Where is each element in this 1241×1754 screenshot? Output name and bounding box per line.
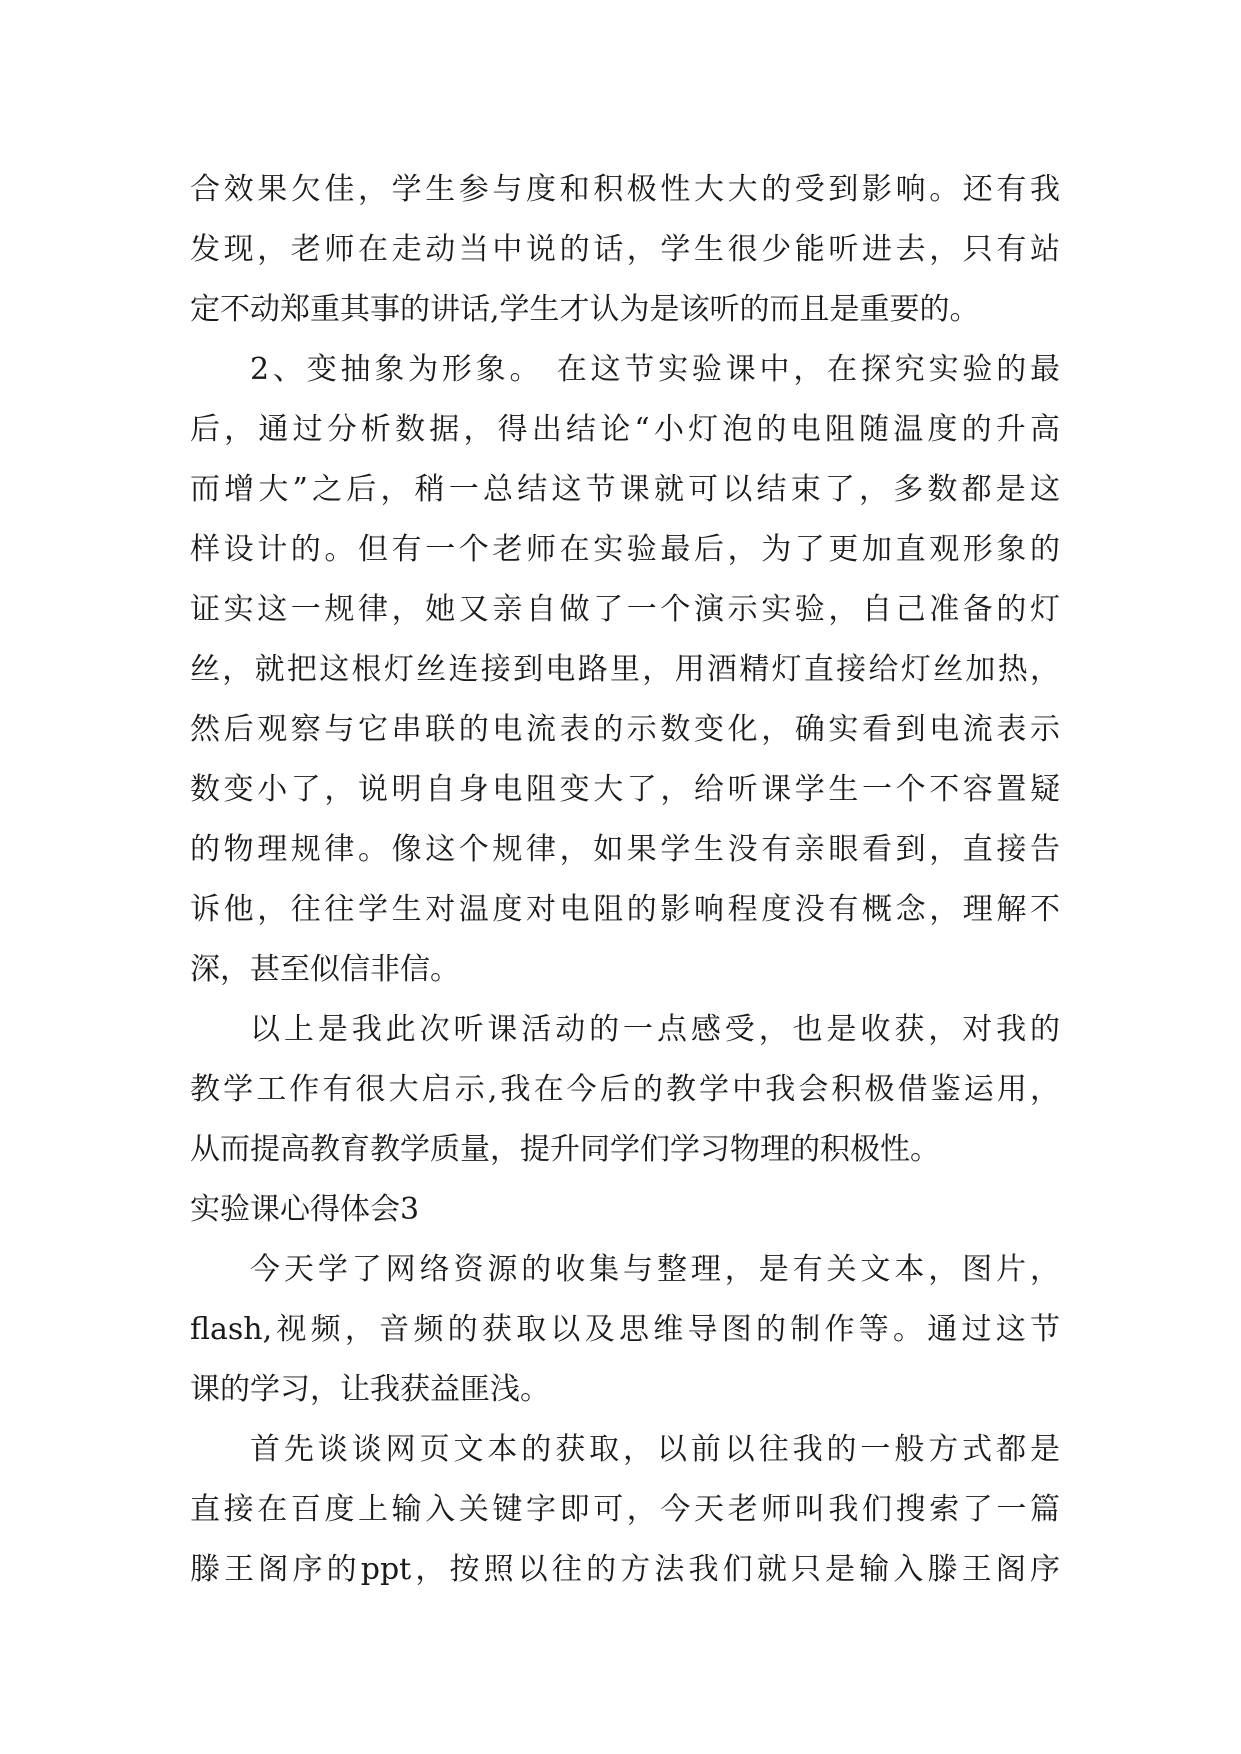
text-line: 以上是我此次听课活动的一点感受，也是收获，对我的 — [250, 1012, 1060, 1047]
text-line: 直接在百度上输入关键字即可，今天老师叫我们搜索了一篇 — [190, 1492, 1060, 1527]
text-line: flash,视频，音频的获取以及思维导图的制作等。通过这节 — [190, 1312, 1060, 1347]
text-line: 今天学了网络资源的收集与整理，是有关文本，图片， — [250, 1252, 1060, 1287]
text-line: 合效果欠佳，学生参与度和积极性大大的受到影响。还有我 — [190, 172, 1060, 207]
text-line: 发现，老师在走动当中说的话，学生很少能听进去，只有站 — [190, 232, 1060, 267]
text-line: 后，通过分析数据，得出结论“小灯泡的电阻随温度的升高 — [190, 412, 1060, 447]
text-line: 课的学习，让我获益匪浅。 — [190, 1372, 550, 1407]
document-body — [190, 160, 1060, 1600]
text-line: 然后观察与它串联的电流表的示数变化，确实看到电流表示 — [190, 712, 1060, 747]
text-line: 首先谈谈网页文本的获取，以前以往我的一般方式都是 — [250, 1432, 1060, 1467]
text-line: 丝，就把这根灯丝连接到电路里，用酒精灯直接给灯丝加热， — [190, 652, 1060, 687]
text-line: 教学工作有很大启示,我在今后的教学中我会积极借鉴运用， — [190, 1072, 1060, 1107]
text-line: 的物理规律。像这个规律，如果学生没有亲眼看到，直接告 — [190, 832, 1060, 867]
text-line: 定不动郑重其事的讲话,学生才认为是该听的而且是重要的。 — [190, 292, 980, 327]
section-heading: 实验课心得体会3 — [190, 1192, 420, 1227]
text-line: 深，甚至似信非信。 — [190, 952, 460, 987]
text-line: 样设计的。但有一个老师在实验最后，为了更加直观形象的 — [190, 532, 1060, 567]
text-line: 2、变抽象为形象。 在这节实验课中，在探究实验的最 — [250, 352, 1060, 387]
text-line: 从而提高教育教学质量，提升同学们学习物理的积极性。 — [190, 1132, 940, 1167]
text-line: 而增大”之后，稍一总结这节课就可以结束了，多数都是这 — [190, 472, 1060, 507]
text-line: 诉他，往往学生对温度对电阻的影响程度没有概念，理解不 — [190, 892, 1060, 927]
text-line: 数变小了，说明自身电阻变大了，给听课学生一个不容置疑 — [190, 772, 1060, 807]
text-line: 证实这一规律，她又亲自做了一个演示实验，自己准备的灯 — [190, 592, 1060, 627]
text-line: 滕王阁序的ppt，按照以往的方法我们就只是输入滕王阁序 — [190, 1552, 1060, 1587]
